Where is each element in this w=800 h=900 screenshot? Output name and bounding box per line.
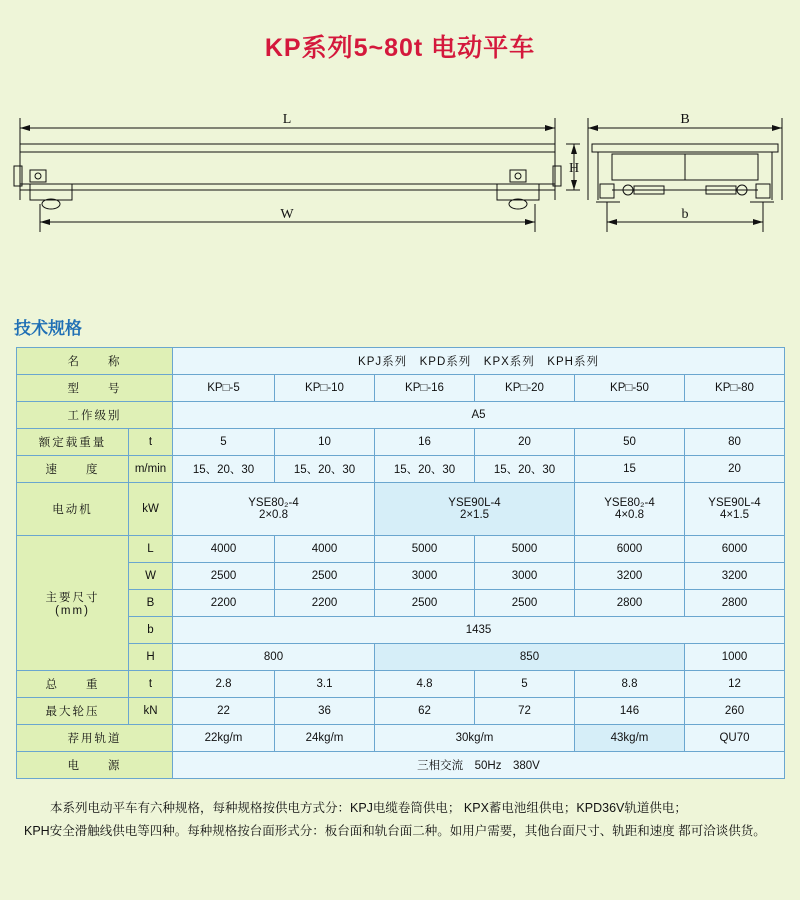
row-label-load: 额定载重量: [17, 429, 129, 456]
weight-cell: 12: [685, 671, 785, 698]
weight-cell: 3.1: [275, 671, 375, 698]
model-cell: KP□-16: [375, 375, 475, 402]
motor-model: YSE80₂-4: [604, 497, 655, 509]
table-row-dim-l: [17, 536, 785, 563]
row-label-power: 电 源: [17, 752, 173, 779]
dim-label-W: W: [280, 207, 294, 222]
dim-L-cell: 4000: [275, 536, 375, 563]
dim-B-cell: 2500: [475, 590, 575, 617]
dim-L-cell: 4000: [173, 536, 275, 563]
table-row-speed: [17, 456, 785, 483]
row-label-name: 名 称: [17, 348, 173, 375]
dim-B-cell: 2800: [685, 590, 785, 617]
speed-cell: 15: [575, 456, 685, 483]
table-row-load: [17, 429, 785, 456]
motor-cell: [685, 483, 785, 536]
dim-row-label-H: H: [129, 644, 173, 671]
load-cell: 5: [173, 429, 275, 456]
specifications-table: [16, 347, 785, 779]
table-row-weight: [17, 671, 785, 698]
row-label-motor: 电动机: [17, 483, 129, 536]
row-value-name: KPJ系列 KPD系列 KPX系列 KPH系列: [173, 348, 785, 375]
speed-cell: 15、20、30: [275, 456, 375, 483]
dim-b-cell: 1435: [173, 617, 785, 644]
dim-row-label-b: b: [129, 617, 173, 644]
row-label-model: 型 号: [17, 375, 173, 402]
dims-label-text: 主要尺寸: [45, 592, 100, 604]
wheelload-cell: 36: [275, 698, 375, 725]
dim-W-cell: 3200: [575, 563, 685, 590]
speed-cell: 15、20、30: [475, 456, 575, 483]
motor-model: YSE90L-4: [448, 497, 501, 509]
wheelload-cell: 72: [475, 698, 575, 725]
speed-cell: 15、20、30: [173, 456, 275, 483]
weight-cell: 8.8: [575, 671, 685, 698]
row-unit-load: t: [129, 429, 173, 456]
table-row-rail: [17, 725, 785, 752]
speed-cell: 20: [685, 456, 785, 483]
rail-cell: 43kg/m: [575, 725, 685, 752]
dim-W-cell: 2500: [173, 563, 275, 590]
motor-power: 4×0.8: [614, 509, 645, 521]
dim-label-H: H: [568, 161, 580, 176]
row-label-weight: 总 重: [17, 671, 129, 698]
dim-W-cell: 3000: [475, 563, 575, 590]
row-unit-wheelload: kN: [129, 698, 173, 725]
rail-cell: 30kg/m: [375, 725, 575, 752]
rail-cell: QU70: [685, 725, 785, 752]
motor-power: 2×1.5: [459, 509, 490, 521]
rail-cell: 22kg/m: [173, 725, 275, 752]
table-row-dim-b-upper: [17, 590, 785, 617]
table-row-duty: [17, 402, 785, 429]
motor-cell: [575, 483, 685, 536]
row-label-duty: 工作级别: [17, 402, 173, 429]
table-row-motor: [17, 483, 785, 536]
row-label-rail: 荐用轨道: [17, 725, 173, 752]
drawing-svg: [0, 92, 800, 292]
speed-cell: 15、20、30: [375, 456, 475, 483]
wheelload-cell: 62: [375, 698, 475, 725]
dim-B-cell: 2200: [275, 590, 375, 617]
dims-unit-text: (mm): [55, 605, 90, 617]
weight-cell: 2.8: [173, 671, 275, 698]
row-label-dims: [17, 536, 129, 671]
dim-B-cell: 2800: [575, 590, 685, 617]
dim-H-cell: 850: [375, 644, 685, 671]
dim-W-cell: 3000: [375, 563, 475, 590]
row-value-power: 三相交流 50Hz 380V: [173, 752, 785, 779]
technical-drawing: [0, 92, 800, 292]
page-title: KP系列5~80t 电动平车: [264, 34, 536, 62]
motor-cell: [375, 483, 575, 536]
row-value-duty: A5: [173, 402, 785, 429]
weight-cell: 5: [475, 671, 575, 698]
weight-cell: 4.8: [375, 671, 475, 698]
wheelload-cell: 146: [575, 698, 685, 725]
dim-L-cell: 6000: [575, 536, 685, 563]
dim-row-label-L: L: [129, 536, 173, 563]
dim-label-b: b: [681, 207, 689, 222]
dim-W-cell: 3200: [685, 563, 785, 590]
row-unit-weight: t: [129, 671, 173, 698]
dim-L-cell: 6000: [685, 536, 785, 563]
wheelload-cell: 260: [685, 698, 785, 725]
load-cell: 20: [475, 429, 575, 456]
table-row-model: [17, 375, 785, 402]
row-label-speed: 速 度: [17, 456, 129, 483]
dim-B-cell: 2500: [375, 590, 475, 617]
dim-label-B: B: [680, 112, 690, 127]
table-row-dim-b-lower: [17, 617, 785, 644]
model-cell: KP□-50: [575, 375, 685, 402]
motor-model: YSE80₂-4: [248, 497, 299, 509]
load-cell: 80: [685, 429, 785, 456]
load-cell: 10: [275, 429, 375, 456]
footnote-line-3: 都可洽谈供货。: [678, 824, 766, 839]
row-unit-motor: kW: [129, 483, 173, 536]
table-row-dim-w: [17, 563, 785, 590]
dim-row-label-W: W: [129, 563, 173, 590]
section-heading-specs: 技术规格: [14, 319, 82, 338]
table-row-dim-h: [17, 644, 785, 671]
model-cell: KP□-10: [275, 375, 375, 402]
dim-L-cell: 5000: [475, 536, 575, 563]
table-row-power: [17, 752, 785, 779]
dim-label-L: L: [282, 112, 292, 127]
wheelload-cell: 22: [173, 698, 275, 725]
row-label-wheelload: 最大轮压: [17, 698, 129, 725]
model-cell: KP□-80: [685, 375, 785, 402]
dim-H-cell: 1000: [685, 644, 785, 671]
model-cell: KP□-5: [173, 375, 275, 402]
footnote: [24, 797, 776, 843]
table-row-name: [17, 348, 785, 375]
load-cell: 16: [375, 429, 475, 456]
dim-L-cell: 5000: [375, 536, 475, 563]
table-row-wheelload: [17, 698, 785, 725]
rail-cell: 24kg/m: [275, 725, 375, 752]
model-cell: KP□-20: [475, 375, 575, 402]
footnote-line-2: KPH安全滑触线供电等四种。每种规格按台面形式分：板台面和轨台面二种。如用户需要，其他台面尺寸、轨距和速度: [24, 824, 675, 839]
motor-cell: [173, 483, 375, 536]
dim-row-label-B: B: [129, 590, 173, 617]
dim-B-cell: 2200: [173, 590, 275, 617]
dim-H-cell: 800: [173, 644, 375, 671]
motor-model: YSE90L-4: [708, 497, 761, 509]
footnote-line-1: 本系列电动平车有六种规格，每种规格按供电方式分：KPJ电缆卷筒供电； KPX蓄电池组供电；KPD36V轨道供电；: [50, 801, 687, 815]
motor-power: 4×1.5: [719, 509, 750, 521]
motor-power: 2×0.8: [258, 509, 289, 521]
load-cell: 50: [575, 429, 685, 456]
row-unit-speed: m/min: [129, 456, 173, 483]
dim-W-cell: 2500: [275, 563, 375, 590]
